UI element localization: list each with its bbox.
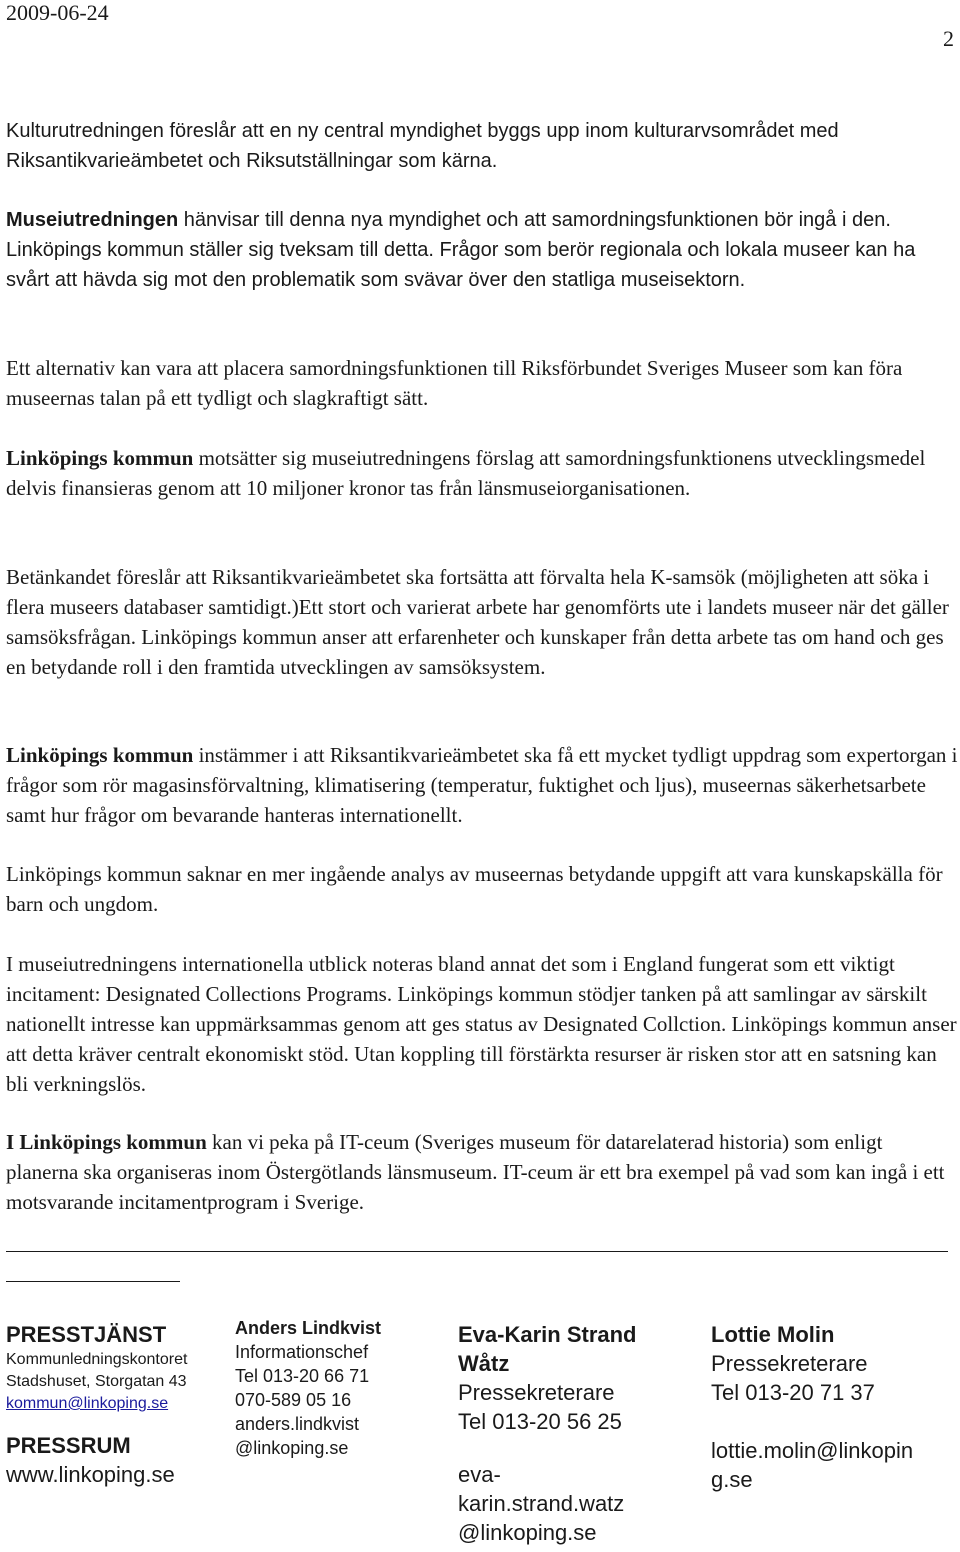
paragraph-1-text: Kulturutredningen föreslår att en ny central myndighet byggs upp inom kulturarvsområdet med Riksantikvarieämbetet och Riksutställningar som kärna. bbox=[6, 120, 839, 172]
contact-eva-karin-name-1: Eva-Karin Strand bbox=[458, 1322, 637, 1347]
paragraph-9-text: kan vi peka på IT-ceum (Sveriges museum för datarelaterad historia) som enligt planerna ska organiseras inom Östergötlands länsmuseum. IT-ceum är ett bra exempel på vad som kan ingå i ett motsvarande incitamentprogram i Sverige. bbox=[6, 1130, 945, 1214]
paragraph-6-lead: Linköpings kommun bbox=[6, 743, 194, 767]
paragraph-8 bbox=[6, 949, 958, 1099]
paragraph-8-text: I museiutredningens internationella utblick noteras bland annat det som i England fungerat som ett viktigt incitament: Designated Collections Programs. Linköpings kommun stödjer tanken på att samlingar av särskilt nationellt intresse kan uppmärksammas genom att ges status av Designated Collction. Linköpings kommun anser att detta kräver centralt ekonomiskt stöd. Utan koppling till förstärkta resurser är risken stor att en satsning kan bli verkningslös. bbox=[6, 952, 957, 1096]
contact-anders-mobile: 070-589 05 16 bbox=[235, 1390, 352, 1410]
presstjanst-email-link[interactable]: kommun@linkoping.se bbox=[6, 1395, 169, 1412]
contact-eva-karin-email-2: karin.strand.watz bbox=[458, 1491, 625, 1516]
paragraph-3-text: Ett alternativ kan vara att placera samordningsfunktionen till Riksförbundet Sveriges Museer som kan föra museernas talan på ett tydligt och slagkraftigt sätt. bbox=[6, 356, 903, 410]
paragraph-9 bbox=[6, 1127, 958, 1217]
paragraph-7-text: Linköpings kommun saknar en mer ingående analys av museernas betydande uppgift att vara kunskapskälla för barn och ungdom. bbox=[6, 862, 943, 916]
contact-anders-role: Informationschef bbox=[235, 1342, 369, 1362]
contact-lottie-email-2: g.se bbox=[711, 1467, 753, 1492]
paragraph-2-lead: Museiutredningen bbox=[6, 209, 179, 231]
contact-lottie-name: Lottie Molin bbox=[711, 1322, 835, 1347]
paragraph-7 bbox=[6, 859, 958, 919]
document-date: 2009-06-24 bbox=[6, 0, 109, 25]
contact-anders-column bbox=[235, 1316, 381, 1460]
contact-eva-karin-name-2: Wåtz bbox=[458, 1351, 510, 1376]
page-number: 2 bbox=[943, 26, 954, 51]
paragraph-2 bbox=[6, 205, 958, 295]
contact-eva-karin-column bbox=[458, 1320, 637, 1547]
contact-anders-email-1: anders.lindkvist bbox=[235, 1414, 360, 1434]
footer-divider-short bbox=[6, 1281, 180, 1282]
paragraph-2-text: hänvisar till denna nya myndighet och att samordningsfunktionen bör ingå i den. Linköpings kommun ställer sig tveksam till detta. Frågor som berör regionala och lokala museer kan ha svårt att hävda sig mot den problematik som svävar över den statliga museisektorn. bbox=[6, 209, 916, 291]
presstjanst-heading: PRESSTJÄNST bbox=[6, 1322, 167, 1347]
contact-anders-phone: Tel 013-20 66 71 bbox=[235, 1366, 370, 1386]
contact-lottie-column bbox=[711, 1320, 913, 1494]
contact-anders-name: Anders Lindkvist bbox=[235, 1318, 382, 1338]
contact-anders-email-2: @linkoping.se bbox=[235, 1438, 349, 1458]
paragraph-4-text: motsätter sig museiutredningens förslag att samordningsfunktionens utvecklingsmedel delvis finansieras genom att 10 miljoner kronor tas från länsmuseiorganisationen. bbox=[6, 446, 926, 500]
pressrum-website: www.linkoping.se bbox=[6, 1462, 175, 1487]
paragraph-1 bbox=[6, 116, 958, 176]
paragraph-6-text: instämmer i att Riksantikvarieämbetet ska få ett mycket tydligt uppdrag som expertorgan i frågor som rör magasinsförvaltning, klimatisering (temperatur, fuktighet och ljus), museernas säkerhetsarbete samt hur frågor om bevarande hanteras internationellt. bbox=[6, 743, 958, 827]
paragraph-5-text: Betänkandet föreslår att Riksantikvarieämbetet ska fortsätta att förvalta hela K-samsök (möjligheten att söka i flera museers databaser samtidigt.)Ett stort och varierat arbete har genomförts ute i landets museer när det gäller samsöksfrågan. Linköpings kommun anser att erfarenheter och kunskaper från detta arbete tas om hand och ges en betydande roll i den framtida utvecklingen av samsöksystem. bbox=[6, 565, 949, 679]
paragraph-4-lead: Linköpings kommun bbox=[6, 446, 194, 470]
contact-eva-karin-role: Pressekreterare bbox=[458, 1380, 615, 1405]
contact-eva-karin-phone: Tel 013-20 56 25 bbox=[458, 1409, 622, 1434]
presstjanst-address: Stadshuset, Storgatan 43 bbox=[6, 1373, 187, 1390]
paragraph-6 bbox=[6, 740, 958, 830]
paragraph-3 bbox=[6, 353, 958, 413]
paragraph-5 bbox=[6, 562, 958, 682]
contact-lottie-phone: Tel 013-20 71 37 bbox=[711, 1380, 875, 1405]
contact-eva-karin-email-1: eva- bbox=[458, 1462, 501, 1487]
presstjanst-column bbox=[6, 1320, 187, 1489]
contact-lottie-role: Pressekreterare bbox=[711, 1351, 868, 1376]
contact-eva-karin-email-3: @linkoping.se bbox=[458, 1520, 597, 1545]
paragraph-9-lead: I Linköpings kommun bbox=[6, 1130, 207, 1154]
footer-divider bbox=[6, 1251, 948, 1252]
paragraph-4 bbox=[6, 443, 958, 503]
pressrum-heading: PRESSRUM bbox=[6, 1433, 131, 1458]
presstjanst-office: Kommunledningskontoret bbox=[6, 1351, 188, 1368]
contact-lottie-email-1: lottie.molin@linkopin bbox=[711, 1438, 914, 1463]
